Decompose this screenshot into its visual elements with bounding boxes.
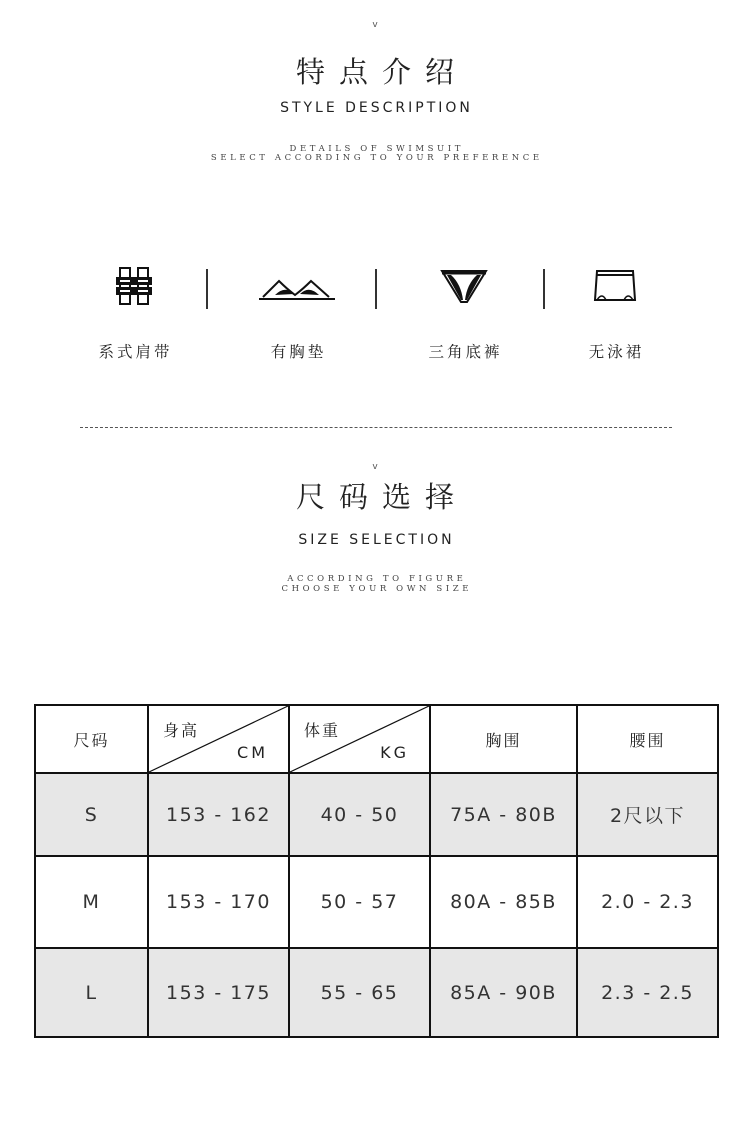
cell-size: L bbox=[35, 948, 148, 1037]
header-bust: 胸围 bbox=[430, 705, 577, 773]
feature-no-skirt-label: 无泳裙 bbox=[588, 343, 645, 361]
feature-triangle-brief-label: 三角底裤 bbox=[428, 343, 503, 361]
style-subtitle-line1: DETAILS OF SWIMSUIT bbox=[289, 144, 465, 154]
cell-weight: 55 - 65 bbox=[289, 948, 430, 1037]
feature-triangle-brief bbox=[394, 264, 534, 361]
size-subtitle-line2: CHOOSE YOUR OWN SIZE bbox=[281, 584, 473, 594]
table-header-row bbox=[35, 705, 718, 773]
feature-strap-label: 系式肩带 bbox=[98, 343, 173, 361]
cell-weight: 40 - 50 bbox=[289, 773, 430, 856]
style-title-cn: 特点介绍 bbox=[295, 55, 468, 89]
cell-bust: 85A - 90B bbox=[430, 948, 577, 1037]
table-row bbox=[35, 856, 718, 948]
feature-chest-pad-label: 有胸垫 bbox=[270, 343, 327, 361]
triangle-brief-icon bbox=[394, 264, 534, 310]
style-title-en: STYLE DESCRIPTION bbox=[280, 100, 473, 116]
feature-no-skirt bbox=[545, 264, 685, 361]
cell-bust: 80A - 85B bbox=[430, 856, 577, 948]
section-divider bbox=[80, 427, 672, 428]
decorative-caret: v bbox=[372, 462, 378, 472]
cell-height: 153 - 170 bbox=[148, 856, 289, 948]
header-height-label: 身高 bbox=[163, 721, 200, 740]
decorative-caret: v bbox=[372, 20, 378, 30]
cell-waist: 2尺以下 bbox=[577, 773, 718, 856]
style-subtitle-line2: SELECT ACCORDING TO YOUR PREFERENCE bbox=[210, 153, 543, 163]
header-height-unit: CM bbox=[237, 743, 268, 762]
table-row bbox=[35, 948, 718, 1037]
header-weight-unit: KG bbox=[380, 743, 409, 762]
header-height bbox=[148, 705, 289, 773]
cell-weight: 50 - 57 bbox=[289, 856, 430, 948]
chest-pad-icon bbox=[227, 264, 367, 310]
cell-height: 153 - 175 bbox=[148, 948, 289, 1037]
cell-waist: 2.3 - 2.5 bbox=[577, 948, 718, 1037]
cell-size: M bbox=[35, 856, 148, 948]
feature-divider bbox=[375, 269, 377, 309]
size-title-en: SIZE SELECTION bbox=[298, 532, 455, 548]
cell-bust: 75A - 80B bbox=[430, 773, 577, 856]
feature-chest-pad bbox=[227, 264, 367, 361]
feature-strap bbox=[64, 264, 204, 361]
size-title-cn: 尺码选择 bbox=[295, 480, 468, 514]
table-row bbox=[35, 773, 718, 856]
header-size: 尺码 bbox=[35, 705, 148, 773]
no-skirt-icon bbox=[545, 264, 685, 310]
size-subtitle-line1: ACCORDING TO FIGURE bbox=[287, 574, 467, 584]
header-weight-label: 体重 bbox=[304, 721, 341, 740]
header-weight bbox=[289, 705, 430, 773]
header-waist: 腰围 bbox=[577, 705, 718, 773]
feature-divider bbox=[206, 269, 208, 309]
cell-waist: 2.0 - 2.3 bbox=[577, 856, 718, 948]
strap-icon bbox=[64, 264, 204, 310]
cell-height: 153 - 162 bbox=[148, 773, 289, 856]
size-table bbox=[34, 704, 719, 1038]
cell-size: S bbox=[35, 773, 148, 856]
